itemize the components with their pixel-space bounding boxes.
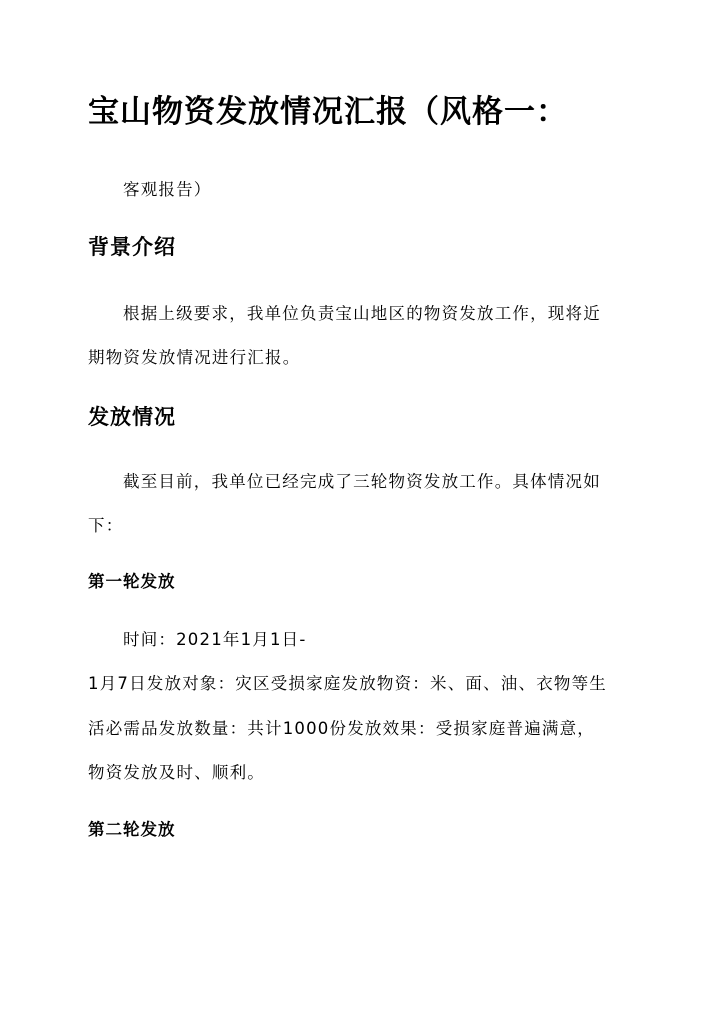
distribution-paragraph-line-2: 下： [88,516,124,535]
background-paragraph-line-1: 根据上级要求，我单位负责宝山地区的物资发放工作，现将近 [123,304,601,323]
section-heading-distribution: 发放情况 [88,404,176,429]
distribution-paragraph-line-1: 截至目前，我单位已经完成了三轮物资发放工作。具体情况如 [123,472,601,491]
subsection-heading-round-2: 第二轮发放 [88,820,176,839]
subsection-heading-round-1: 第一轮发放 [88,572,176,591]
background-paragraph-line-2: 期物资发放情况进行汇报。 [88,348,301,367]
section-heading-background: 背景介绍 [88,234,176,259]
title-continuation: 客观报告） [123,180,212,199]
round-1-line-4: 物资发放及时、顺利。 [88,763,265,782]
round-1-line-1: 时间：2021年1月1日- [123,630,307,649]
document-title: 宝山物资发放情况汇报（风格一： [88,94,568,130]
round-1-line-3: 活必需品发放数量：共计1000份发放效果：受损家庭普遍满意， [88,719,595,738]
round-1-line-2: 1月7日发放对象：灾区受损家庭发放物资：米、面、油、衣物等生 [88,674,607,693]
